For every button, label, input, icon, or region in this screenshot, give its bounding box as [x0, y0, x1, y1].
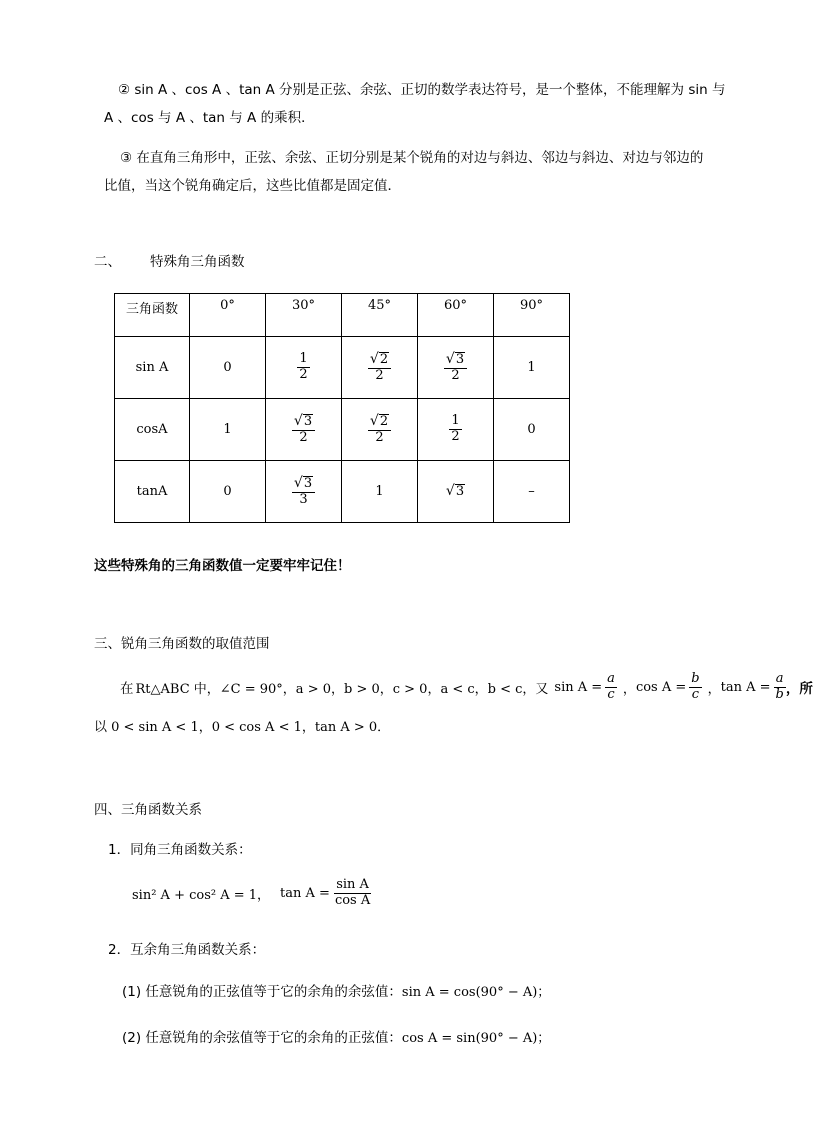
fraction: $\frac{a}{c}$ — [607, 671, 615, 702]
tan-60 — [418, 461, 494, 523]
complement-item-2 — [122, 1026, 550, 1046]
sin-0: 0 — [190, 337, 266, 399]
para3-line1: ③ 在直角三角形中，正弦、余弦、正切分别是某个锐角的对边与斜边、邻边与斜边、对边与邻边的 — [120, 150, 704, 166]
item1-formula: sin A = cos(90° − A)； — [401, 984, 551, 1000]
section2-title: 特殊角三角函数 — [150, 254, 245, 270]
fraction: √ 2 2 — [368, 414, 391, 446]
sin-label: sin A = — [554, 679, 603, 695]
func-tan: tanA — [115, 461, 190, 523]
angle-45: 45° — [342, 294, 418, 337]
func-cos: cosA — [115, 399, 190, 461]
section2-number: 二、 — [94, 254, 121, 270]
item1-text: (1) 任意锐角的正弦值等于它的余角的余弦值： — [122, 984, 402, 1000]
line1-prefix: 在 — [120, 681, 134, 698]
para2-line2: A 、cos 与 A 、tan 与 A 的乘积． — [104, 110, 315, 126]
sqrt-3: √ 3 — [445, 482, 465, 499]
cos-45 — [342, 399, 418, 461]
tan-identity-lhs: tan A = — [280, 885, 330, 901]
cos-60 — [418, 399, 494, 461]
table-row — [115, 399, 570, 461]
para2-line1: ② sin A 、cos A 、tan A 分别是正弦、余弦、正切的数学表达符号，是一个整体，不能理解为 sin 与 — [118, 82, 726, 98]
sin-90: 1 — [494, 337, 570, 399]
memo-text: 这些特殊角的三角函数值一定要牢牢记住！ — [94, 558, 351, 574]
fraction: √ 3 2 — [444, 352, 467, 384]
angle-90: 90° — [494, 294, 570, 337]
cos-0: 1 — [190, 399, 266, 461]
fraction: $\frac{a}{b}$ — [775, 671, 784, 702]
item2-text: (2) 任意锐角的余弦值等于它的余角的正弦值： — [122, 1030, 402, 1046]
fraction: $\frac{1}{2}$ — [299, 351, 308, 382]
sin-30 — [266, 337, 342, 399]
tan-30 — [266, 461, 342, 523]
tan-0: 0 — [190, 461, 266, 523]
table-header-row — [115, 294, 570, 337]
item2-formula: cos A = sin(90° − A)； — [401, 1030, 551, 1046]
tan-45: 1 — [342, 461, 418, 523]
table-row — [115, 337, 570, 399]
tan-90: – — [494, 461, 570, 523]
tan-label: tan A = — [720, 679, 771, 695]
line1-conditions: Rt△ABC 中，∠C = 90°，a > 0，b > 0，c > 0，a < c，b < c，又 — [135, 681, 549, 697]
section4-sub1: 1．同角三角函数关系： — [108, 842, 252, 858]
section4-title: 四、三角函数关系 — [94, 802, 202, 818]
func-sin: sin A — [115, 337, 190, 399]
fraction: $\frac{1}{2}$ — [451, 413, 460, 444]
identity-row — [132, 878, 372, 909]
fraction: $\frac{\text{sin A}}{\text{cos A}}$ — [334, 877, 371, 908]
fraction: √ 2 2 — [368, 352, 391, 384]
pythagorean-identity: sin² A + cos² A = 1， — [132, 887, 271, 903]
fraction: $\frac{b}{c}$ — [691, 671, 700, 702]
angle-30: 30° — [266, 294, 342, 337]
angle-0: 0° — [190, 294, 266, 337]
cos-90: 0 — [494, 399, 570, 461]
cos-label: cos A = — [635, 679, 687, 695]
sin-60 — [418, 337, 494, 399]
sin-45 — [342, 337, 418, 399]
line1-suffix: ，所 — [785, 681, 813, 698]
section3-line2: 以 0 < sin A < 1，0 < cos A < 1，tan A > 0． — [94, 720, 391, 735]
cos-30 — [266, 399, 342, 461]
table-corner: 三角函数 — [115, 294, 190, 337]
section4-sub2: 2．互余角三角函数关系： — [108, 942, 266, 958]
section3-title: 三、锐角三角函数的取值范围 — [94, 636, 270, 652]
para3-line2: 比值，当这个锐角确定后，这些比值都是固定值． — [104, 178, 401, 194]
complement-item-1 — [122, 980, 550, 1000]
section3-line1: 在 Rt△ABC 中，∠C = 90°，a > 0，b > 0，c > 0，a < c，b < c，又 sin A = $\frac{a}{c}$ ， cos A = $\frac{b}{c}$ ， tan A = $\frac{a}{b}$ ，所 — [120, 671, 813, 702]
table-row — [115, 461, 570, 523]
fraction: √ 3 2 — [292, 414, 315, 446]
special-angle-table — [114, 293, 570, 523]
angle-60: 60° — [418, 294, 494, 337]
fraction: √ 3 3 — [292, 476, 315, 508]
